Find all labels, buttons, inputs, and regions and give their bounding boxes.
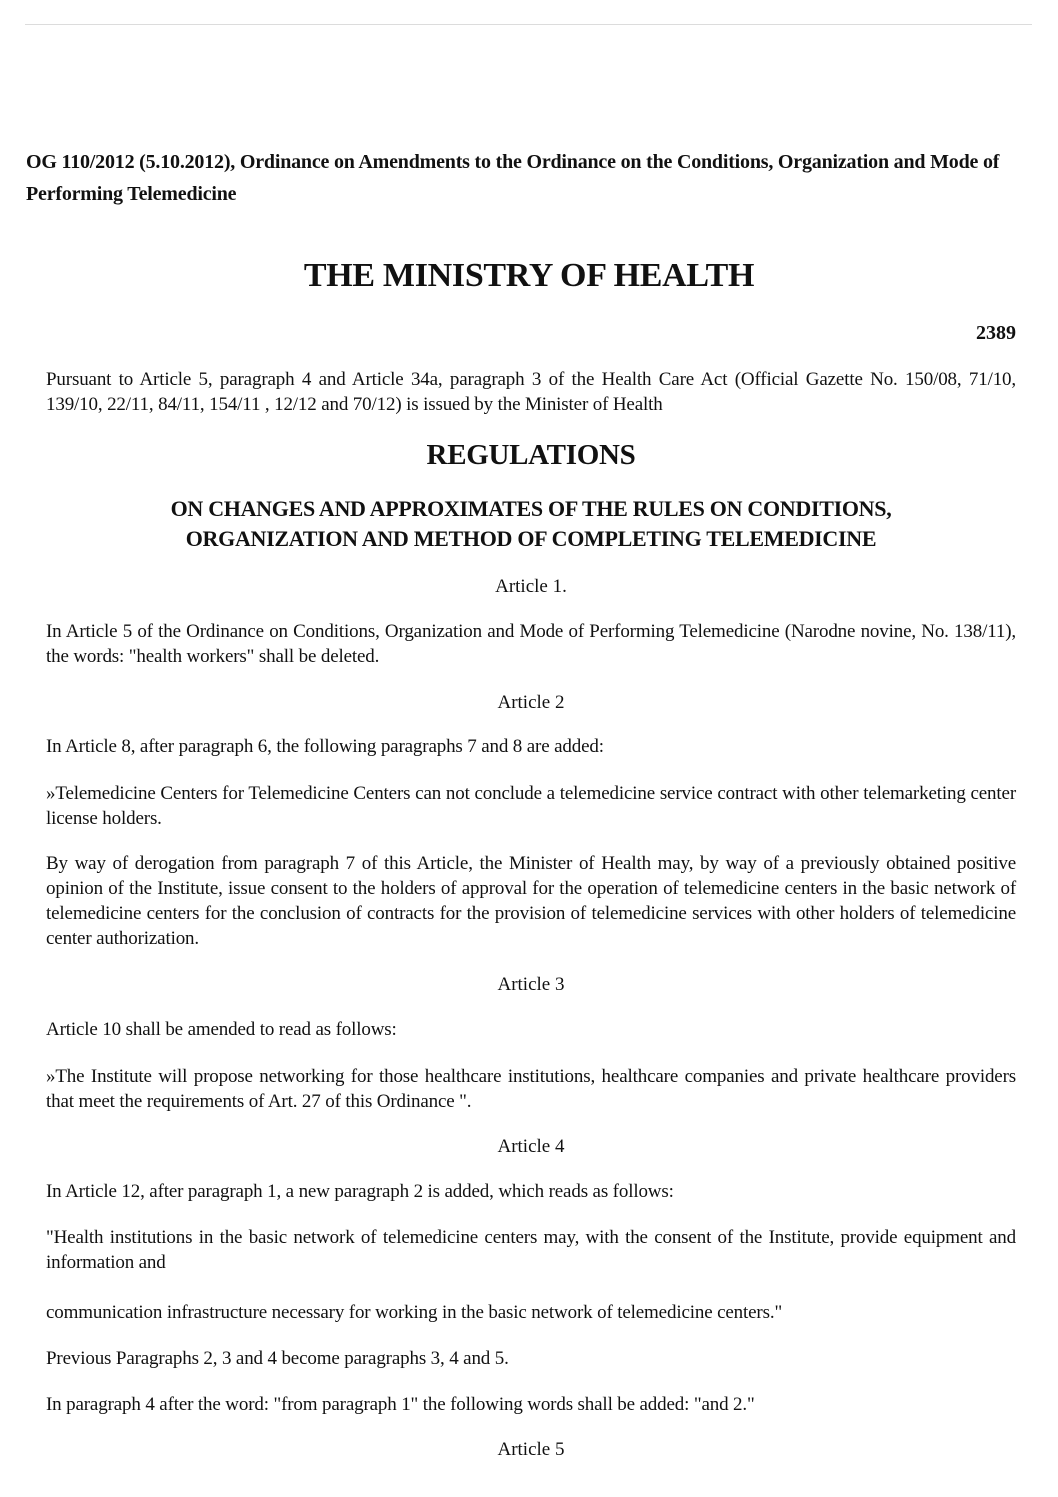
article-2-heading: Article 2 [497, 692, 565, 713]
article-4-heading: Article 4 [497, 1136, 565, 1157]
article-4-paragraph-4: Previous Paragraphs 2, 3 and 4 become paragraphs 3, 4 and 5. [46, 1348, 509, 1369]
article-5-heading: Article 5 [497, 1439, 565, 1460]
subtitle-line-1: ON CHANGES AND APPROXIMATES OF THE RULES ON CONDITIONS, [170, 496, 892, 521]
document-number: 2389 [976, 322, 1016, 344]
article-1-heading: Article 1. [495, 576, 567, 597]
issuer-heading: THE MINISTRY OF HEALTH [303, 257, 755, 294]
article-4-paragraph-5: In paragraph 4 after the word: "from paragraph 1" the following words shall be added: "and 2." [46, 1394, 755, 1415]
regulations-subtitle [0, 494, 1058, 554]
article-4-paragraph-2: "Health institutions in the basic network of telemedicine centers may, with the consent of the Institute, provide equipment and information and [46, 1227, 1016, 1273]
article-1-paragraph-1: In Article 5 of the Ordinance on Conditions, Organization and Mode of Performing Telemedicine (Narodne novine, No. 138/11), the words: "health workers" shall be deleted. [46, 621, 1016, 667]
article-3-paragraph-1: Article 10 shall be amended to read as follows: [46, 1019, 397, 1040]
article-3-paragraph-2: »The Institute will propose networking for those healthcare institutions, healthcare companies and private healthcare providers that meet the requirements of Art. 27 of this Ordinance ". [46, 1066, 1016, 1112]
document-title: OG 110/2012 (5.10.2012), Ordinance on Amendments to the Ordinance on the Conditions, Organization and Mode of Performing Telemedicine [26, 151, 1000, 205]
preamble-paragraph: Pursuant to Article 5, paragraph 4 and Article 34a, paragraph 3 of the Health Care Act (Official Gazette No. 150/08, 71/10, 139/10, 22/11, 84/11, 154/11 , 12/12 and 70/12) is issued by the Minister of Health [46, 369, 1016, 415]
subtitle-line-2: ORGANIZATION AND METHOD OF COMPLETING TELEMEDICINE [185, 526, 877, 551]
article-3-heading: Article 3 [497, 974, 565, 995]
regulations-heading: REGULATIONS [426, 439, 636, 471]
article-2-paragraph-1: In Article 8, after paragraph 6, the following paragraphs 7 and 8 are added: [46, 736, 604, 757]
article-4-paragraph-3: communication infrastructure necessary for working in the basic network of telemedicine centers." [46, 1302, 783, 1323]
article-2-paragraph-3: By way of derogation from paragraph 7 of this Article, the Minister of Health may, by way of a previously obtained positive opinion of the Institute, issue consent to the holders of approval for the operation of telemedicine centers in the basic network of telemedicine centers for the conclusion of contracts for the provision of telemedicine services with other holders of telemedicine center authorization. [46, 853, 1016, 949]
article-2-paragraph-2: »Telemedicine Centers for Telemedicine Centers can not conclude a telemedicine service contract with other telemarketing center license holders. [46, 783, 1016, 829]
article-4-paragraph-1: In Article 12, after paragraph 1, a new paragraph 2 is added, which reads as follows: [46, 1181, 674, 1202]
top-divider [25, 24, 1032, 25]
